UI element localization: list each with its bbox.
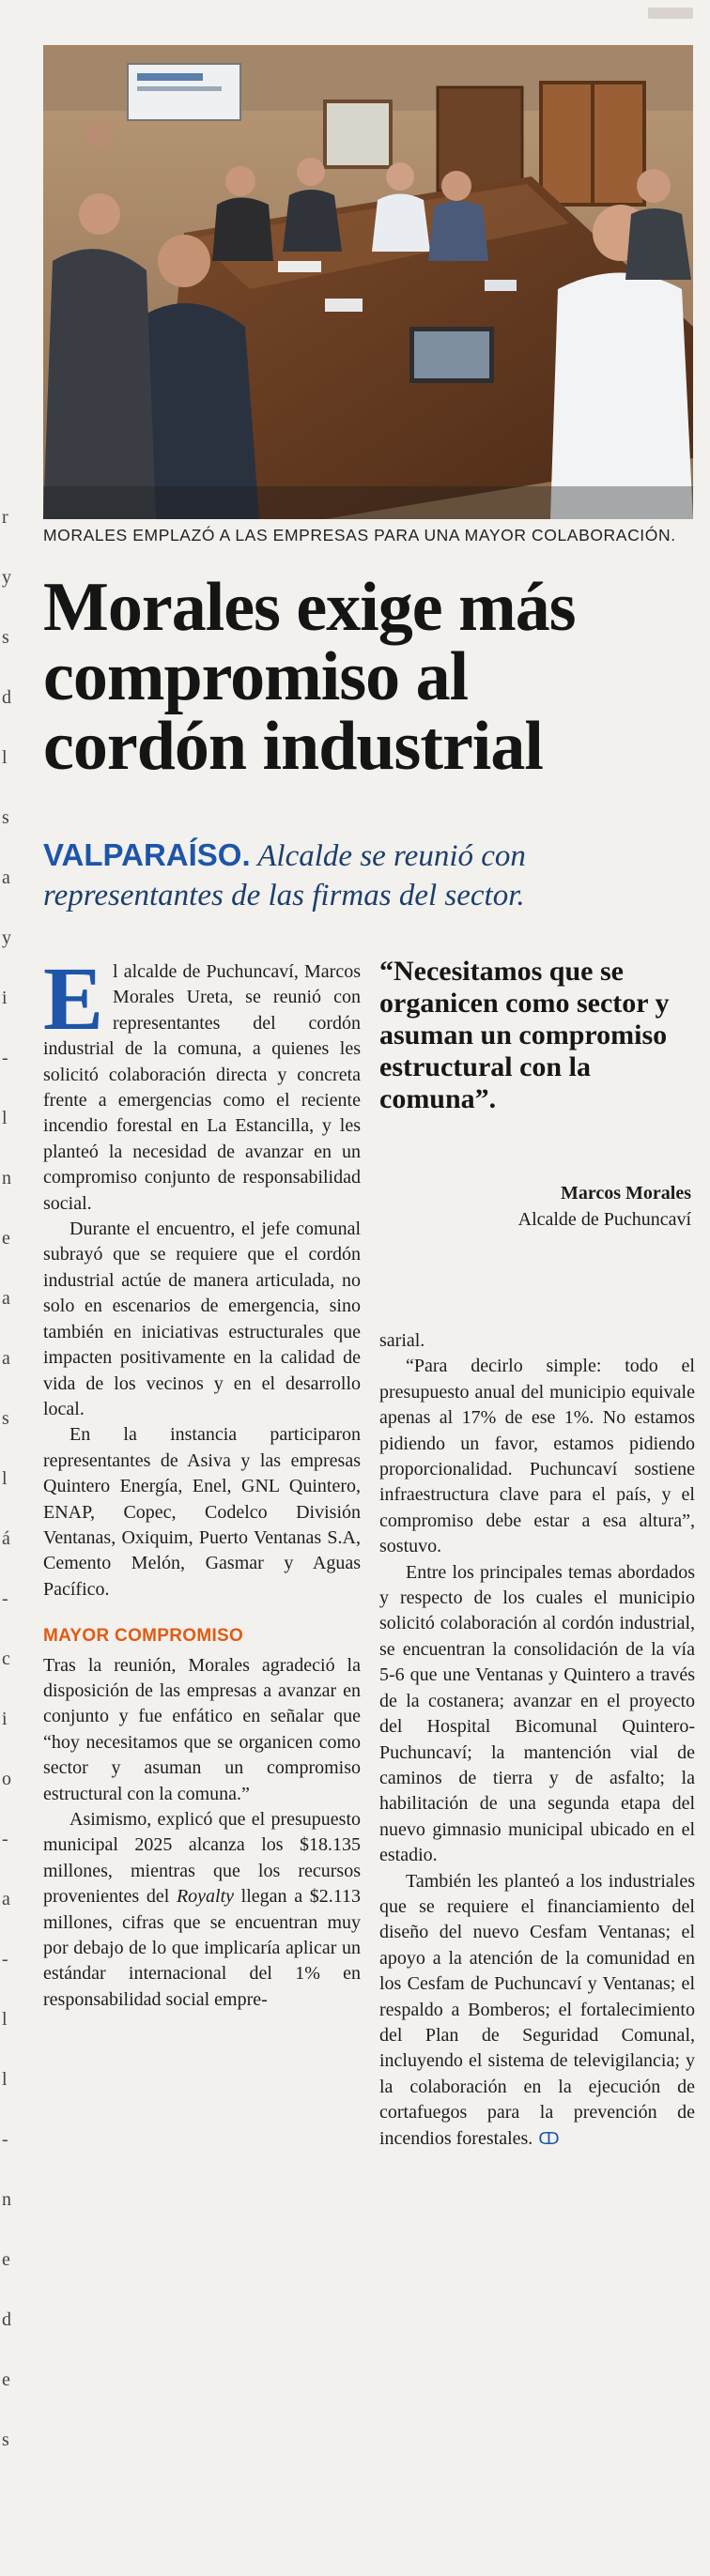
bleed-letter: s [2, 2430, 9, 2450]
paragraph-1 [43, 948, 361, 1217]
bleed-letter: - [2, 1829, 8, 1849]
bleed-letter: y [2, 567, 11, 588]
headline [43, 569, 701, 785]
bleed-letter: a [2, 1288, 10, 1309]
meeting-room-photo [43, 45, 693, 519]
photo-caption: MORALES EMPLAZÓ A LAS EMPRESAS PARA UNA MAYOR COLABORACIÓN. [43, 526, 676, 544]
paragraph-5-text-b: llegan a $2.113 millones, cifras que se encuentran muy por debajo de lo que implicaría aplicar un estándar internacional del 1% en responsabilidad social empre- [43, 1886, 361, 2010]
bleed-letter: e [2, 1228, 10, 1249]
bleed-letter: i [2, 988, 8, 1008]
bleed-letter: a [2, 867, 10, 888]
adjacent-column-bleed [0, 0, 17, 2576]
headline-line-1: Morales exige más [43, 569, 576, 646]
headline-line-3: cordón industrial [43, 708, 543, 785]
paragraph-8 [379, 1869, 695, 2152]
bleed-letter: o [2, 1769, 11, 1789]
pull-quote-name: Marcos Morales [560, 1183, 691, 1204]
bleed-letter: d [2, 687, 11, 708]
bleed-letter: c [2, 1648, 10, 1669]
bleed-letter: l [2, 2069, 8, 2090]
bleed-letter: l [2, 1108, 8, 1128]
subheadline [43, 836, 701, 915]
paragraph-2: Durante el encuentro, el jefe comunal subrayó que se requiere que el cordón industrial actúe de manera articulada, no solo en escenarios de emergencia, sino también en iniciativas estructurales que impacten positivamente en la calidad de vida de los vecinos y en el desarrollo local. [43, 1219, 361, 1419]
page-corner-mark [648, 8, 693, 19]
bleed-letter: i [2, 1709, 8, 1729]
headline-line-2: compromiso al [43, 638, 469, 715]
paragraph-3: En la instancia participaron representantes de Asiva y las empresas Quintero Energía, Enel, GNL Quintero, ENAP, Copec, Codelco División Ventanas, Oxiquim, Puerto Ventanas S.A, Cemento Melón, Gasmar y Aguas Pacífico. [43, 1424, 361, 1600]
paragraph-7: Entre los principales temas abordados y respecto de los cuales el municipio solicitó colaboración al cordón industrial, se encuentran la consolidación de la vía 5-6 que une Ventanas y Quintero a través de la costanera; avanzar en el proyecto del Hospital Bicomunal Quintero-Puchuncaví; la mantención vial de caminos de tierra y de asfalto; la habilitación de una segunda etapa del nuevo gimnasio municipal ubicado en el estadio. [379, 1561, 695, 1866]
dateline: VALPARAÍSO. [43, 837, 251, 872]
bleed-letter: y [2, 928, 11, 948]
section-heading: MAYOR COMPROMISO [43, 1626, 244, 1647]
bleed-letter: n [2, 1168, 11, 1188]
subheadline-text: Alcalde se reunió con representantes de las firmas del sector. [43, 839, 526, 912]
end-of-article-icon: ↀ [538, 2128, 560, 2149]
bleed-letter: - [2, 1048, 8, 1068]
bleed-letter: e [2, 2249, 10, 2270]
bleed-letter: a [2, 1889, 10, 1909]
pull-quote-role: Alcalde de Puchuncaví [517, 1209, 691, 1230]
bleed-letter: - [2, 1588, 8, 1609]
article-column-right [379, 1328, 695, 2152]
bleed-letter: á [2, 1528, 10, 1549]
bleed-letter: r [2, 507, 8, 528]
bleed-letter: - [2, 1949, 8, 1970]
paragraph-4: Tras la reunión, Morales agradeció la disposición de las empresas a avanzar en conjunto y fue enfático en señalar que “hoy necesitamos que se organicen como sector y asuman un compromiso estructural con la comuna.” [43, 1654, 361, 1804]
bleed-letter: - [2, 2129, 8, 2150]
article-photo [43, 45, 693, 519]
bleed-letter: e [2, 2369, 10, 2390]
bleed-letter: s [2, 627, 9, 648]
bleed-letter: l [2, 747, 8, 768]
bleed-letter: n [2, 2189, 11, 2210]
pull-quote: “Necesitamos que se organicen como sector y asuman un compromiso estructural con la comuna”. [379, 956, 670, 1114]
paragraph-8-text: También les planteó a los industriales que se requiere el financiamiento del diseño del nuevo Cesfam Ventanas; el apoyo a la atención de la comunidad en los Cesfam de Puchuncaví y Ventanas; el respaldo a Bomberos; el fortalecimiento del Plan de Seguridad Comunal, incluyendo el sistema de televigilancia; y la colaboración en la ejecución de cortafuegos para la prevención de incendios forestales. [379, 1870, 695, 2149]
drop-cap: E [43, 948, 104, 1049]
paragraph-5 [43, 1807, 361, 2013]
bleed-letter: d [2, 2309, 11, 2330]
bleed-letter: s [2, 807, 9, 828]
article-column-left [43, 948, 361, 2013]
bleed-letter: a [2, 1348, 10, 1369]
paragraph-1-text: l alcalde de Puchuncaví, Marcos Morales Ureta, se reunió con representantes del cordón industrial de la comuna, a quienes les solicitó colaboración directa y concreta frente a emergencias como el reciente incendio forestal en La Estancilla, y les planteó la necesidad de avanzar en un compromiso conjunto de responsabilidad social. [43, 961, 361, 1214]
bleed-letter: l [2, 2009, 8, 2030]
royalty-term: Royalty [176, 1886, 235, 1908]
paragraph-6: “Para decirlo simple: todo el presupuesto anual del municipio equivale apenas al 17% de ese 1%. No estamos pidiendo un favor, estamos pidiendo proporcionalidad. Puchuncaví sostiene infraestructura clave para el país, y el compromiso debe estar a esa altura”, sostuvo. [379, 1356, 695, 1557]
paragraph-5-continued: sarial. [379, 1330, 425, 1351]
bleed-letter: l [2, 1468, 8, 1489]
bleed-letter: s [2, 1408, 9, 1429]
paragraph-5-text-a: Asimismo, explicó que el presupuesto municipal 2025 alcanza los $18.135 millones, mientras que los recursos provenientes del [43, 1809, 361, 1908]
